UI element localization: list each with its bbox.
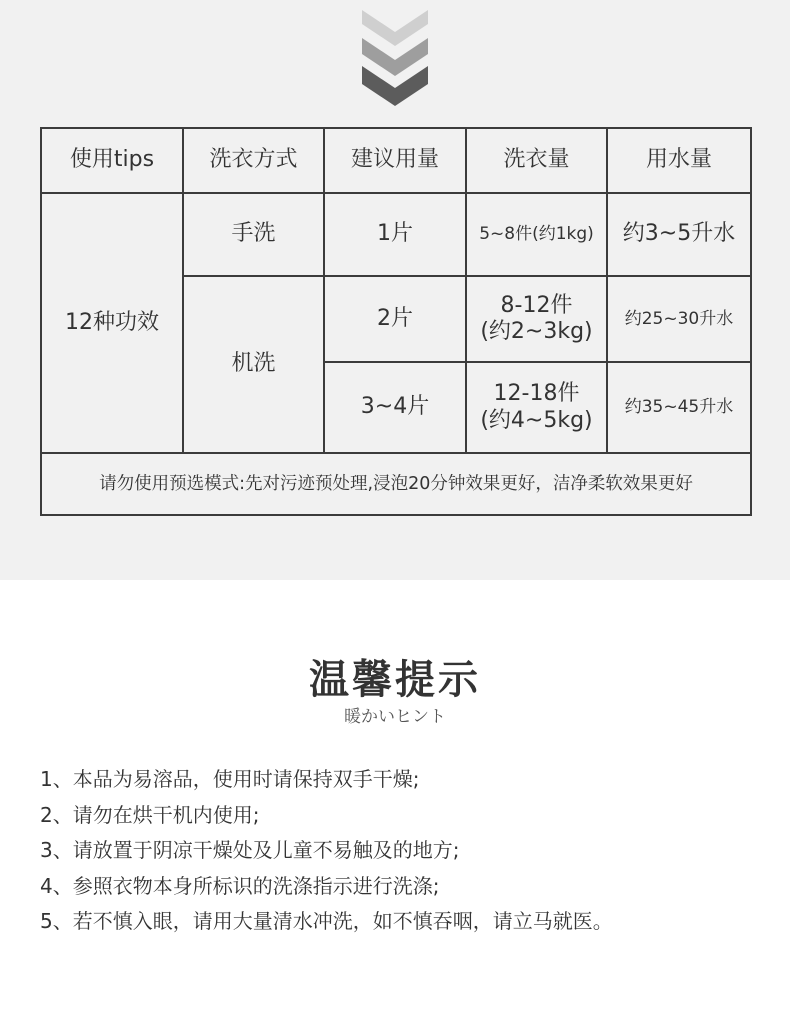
list-item: 5、若不慎入眼，请用大量清水冲洗，如不慎吞咽，请立马就医。 [40,909,613,933]
list-item: 4、参照衣物本身所标识的洗涤指示进行洗涤; [40,873,440,898]
tips-list [40,762,760,940]
list-item: 2、请勿在烘干机内使用; [40,802,260,827]
table-header: 洗衣方式 [183,128,324,193]
section-title: 温馨提示 [309,657,481,703]
function-label: 12种功效 [41,193,183,453]
water-cell: 约35~45升水 [607,362,751,453]
table-note-row [41,453,751,515]
table-header: 用水量 [607,128,751,193]
dosage-cell: 3~4片 [324,362,466,453]
water-cell: 约25~30升水 [607,276,751,362]
table-note: 请勿使用预选模式:先对污迹预处理,浸泡20分钟效果更好，洁净柔软效果更好 [41,453,751,515]
list-item: 3、请放置于阴凉干燥处及儿童不易触及的地方; [40,838,460,862]
table-row [41,193,751,276]
chevron-down-icon [360,8,430,108]
table-header: 建议用量 [324,128,466,193]
load-cell: 5~8件(约1kg) [466,193,607,276]
method-cell: 手洗 [183,193,324,276]
method-cell: 机洗 [183,276,324,453]
table-header-row [41,128,751,193]
table-header: 使用tips [41,128,183,193]
water-cell: 约3~5升水 [607,193,751,276]
dosage-cell: 1片 [324,193,466,276]
section-subtitle: 暖かいヒント [344,707,446,727]
list-item: 1、本品为易溶品，使用时请保持双手干燥; [40,767,420,791]
load-cell: 8-12件 (约2~3kg) [466,276,607,362]
table-header: 洗衣量 [466,128,607,193]
load-cell: 12-18件 (约4~5kg) [466,362,607,453]
usage-table [40,127,752,516]
dosage-cell: 2片 [324,276,466,362]
